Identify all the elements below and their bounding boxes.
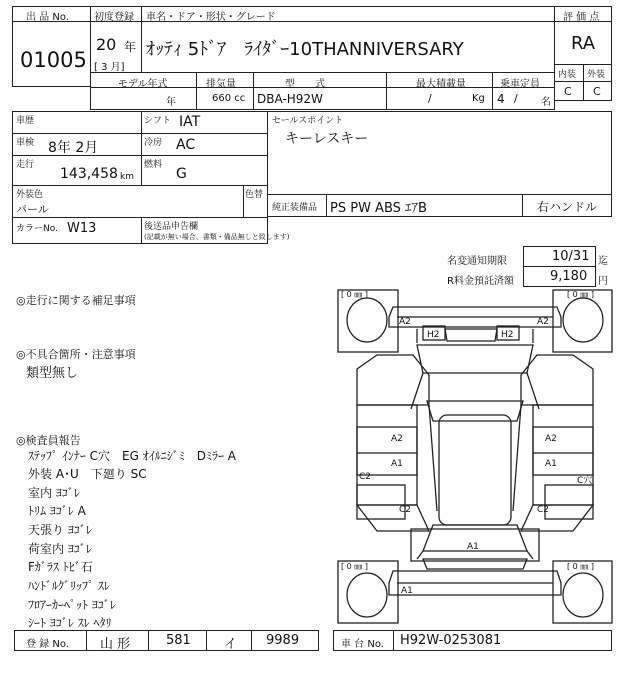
inspector-line-4: ﾄﾘﾑ ﾖｺﾞﾚ A [28, 504, 86, 518]
inspector-line-6: 荷室内 ﾖｺﾞﾚ [28, 542, 92, 556]
model-year-unit: 年 [166, 97, 176, 108]
recycle-unit: 円 [598, 276, 608, 287]
title-change-unit: 迄 [598, 256, 608, 267]
ac: AC [176, 137, 196, 153]
tire-label-front-left: [ 0 ㎜ ] [341, 290, 368, 299]
tire-label-rear-left: [ 0 ㎜ ] [341, 562, 368, 571]
grade-value: RA [571, 33, 596, 54]
wheel-front-left-icon [347, 298, 387, 342]
mileage-unit: km [120, 172, 134, 182]
mileage-label: 走行 [16, 160, 35, 170]
payload-unit: Kg [472, 93, 485, 104]
color-change-label: 色替 [245, 190, 264, 200]
damage-rear-panel: A1 [467, 542, 479, 552]
title-change: 10/31 [552, 249, 590, 264]
running-notes-title: ◎走行に関する補足事項 [16, 294, 136, 307]
type-label: 型 式 [285, 79, 325, 90]
lot-number: 01005 [20, 48, 87, 72]
inspector-line-1: ｽﾃｯﾌﾟ ｲﾝﾅｰ C穴 EG ｵｲﾙﾆｼﾞﾐ Dﾐﾗｰ A [28, 449, 236, 463]
equipment-label: 純正装備品 [272, 203, 318, 213]
model-year-label: モデル年式 [118, 79, 168, 90]
equipment: PS PW ABS ｴｱB [330, 201, 427, 216]
wheel-front-right-icon [563, 298, 603, 342]
damage-side-left: C2 [359, 472, 372, 482]
chassis-label: 車 台 No. [341, 639, 384, 650]
history-label: 車歴 [16, 116, 35, 126]
fuel: G [176, 166, 187, 182]
first-reg-label: 初度登録 [94, 12, 134, 23]
fender-front-left [357, 355, 429, 405]
recycle: 9,180 [550, 269, 588, 284]
tire-label-front-right: [ 0 ㎜ ] [567, 290, 594, 299]
registration-number: 9989 [266, 633, 300, 648]
grade-label: 評 価 点 [563, 12, 600, 23]
capacity-unit: 名 [541, 97, 551, 108]
steering: 右ハンドル [537, 200, 598, 214]
exterior-grade: C [593, 85, 601, 98]
color-no-label: カラーNo. [16, 224, 58, 234]
car-damage-diagram [337, 289, 613, 625]
ac-label: 冷房 [144, 138, 163, 148]
fuel-label: 燃料 [144, 160, 163, 170]
exterior-grade-label: 外装 [587, 70, 606, 80]
docs-label: 後送品申告欄 [144, 222, 199, 232]
wheel-rear-left-icon [347, 573, 387, 617]
registration-class: 581 [166, 633, 191, 648]
damage-fender-right-upper: A2 [545, 434, 557, 444]
rear-quarter-right [521, 505, 593, 531]
damage-door-right: C2 [537, 505, 550, 515]
first-reg-month: [ 3 月] [94, 62, 125, 73]
inspector-line-10: ｼｰﾄ ﾖｺﾞﾚ ｽﾚ ﾍﾀﾘ [28, 616, 112, 630]
inspection-label: 車検 [16, 138, 35, 148]
sales-point: キーレスキー [285, 131, 369, 147]
displacement-label: 排気量 [206, 79, 236, 90]
inspector-line-2: 外装 A･U 下廻り SC [28, 467, 147, 481]
registration-kana: イ [224, 637, 238, 652]
capacity: 4 [497, 92, 505, 106]
damage-front-left: A2 [399, 317, 411, 327]
rear-quarter-left [357, 505, 429, 531]
color: パール [16, 203, 49, 216]
interior-grade: C [564, 85, 572, 98]
inspector-line-5: 天張り ﾖｺﾞﾚ [28, 523, 92, 537]
side-panel-right [533, 405, 593, 505]
wheel-rear-right-icon [563, 573, 603, 617]
damage-rear-bumper: A1 [401, 586, 413, 596]
hood [417, 345, 533, 373]
vehicle-name-label: 車名・ドア・形状・グレード [146, 12, 276, 23]
color-no: W13 [67, 221, 97, 236]
tire-label-rear-right: [ 0 ㎜ ] [567, 562, 594, 571]
fender-front-right [521, 355, 593, 405]
registration-region: 山 形 [100, 637, 131, 652]
color-label: 外装色 [16, 190, 44, 200]
defects-title: ◎不具合箇所・注意事項 [16, 348, 136, 361]
damage-fender-left-lower: A1 [391, 459, 403, 469]
first-reg-year-unit: 年 [124, 40, 137, 54]
damage-side-right: C穴 [577, 476, 593, 486]
title-change-label: 名変通知期限 [447, 256, 507, 267]
side-panel-left [357, 405, 417, 505]
sales-point-label: セールスポイント [272, 116, 344, 126]
inspector-line-8: ﾊﾝﾄﾞﾙｸﾞﾘｯﾌﾟ ｽﾚ [28, 579, 110, 593]
interior-grade-label: 内装 [558, 70, 577, 80]
damage-fender-right-lower: A1 [545, 459, 557, 469]
inspector-title: ◎検査員報告 [16, 434, 81, 447]
damage-fender-left-upper: A2 [391, 434, 403, 444]
inspector-line-3: 室内 ﾖｺﾞﾚ [28, 486, 80, 500]
damage-headlight-left: H2 [427, 330, 440, 340]
docs-note: (記載が無い場合、書類・備品無しと致します) [144, 233, 290, 241]
defects-line: 類型無し [26, 366, 79, 381]
inspection: 8年 2月 [48, 140, 99, 156]
damage-door-left: C2 [399, 505, 412, 515]
inspector-line-7: Fｶﾞﾗｽ ﾄﾋﾞ石 [28, 560, 93, 574]
payload-label: 最大積載量 [416, 79, 466, 90]
inspector-line-9: ﾌﾛｱｰｶｰﾍﾟｯﾄ ﾖｺﾞﾚ [28, 598, 116, 612]
capacity-slash: / [514, 92, 518, 105]
damage-front-right: A2 [537, 317, 549, 327]
shift-label: シフト [144, 116, 172, 126]
capacity-label: 乗車定員 [500, 79, 540, 90]
registration-label: 登 録 No. [26, 639, 69, 650]
first-reg-year: 20 [96, 35, 117, 54]
model-type: DBA-H92W [257, 92, 323, 106]
shift: IAT [179, 114, 201, 130]
recycle-label: R料金預託済額 [447, 276, 514, 287]
mileage: 143,458 [60, 166, 118, 182]
damage-headlight-right: H2 [501, 330, 514, 340]
roof [439, 415, 511, 525]
chassis-number: H92W-0253081 [400, 633, 502, 648]
payload-slash: / [428, 92, 432, 105]
grille [445, 329, 497, 341]
displacement: 660 cc [212, 93, 246, 104]
lot-label: 出 品 No. [26, 12, 69, 23]
vehicle-name: ｵｯﾃｨ 5ﾄﾞｱ ﾗｲﾀﾞｰ10THANNIVERSARY [146, 39, 464, 60]
